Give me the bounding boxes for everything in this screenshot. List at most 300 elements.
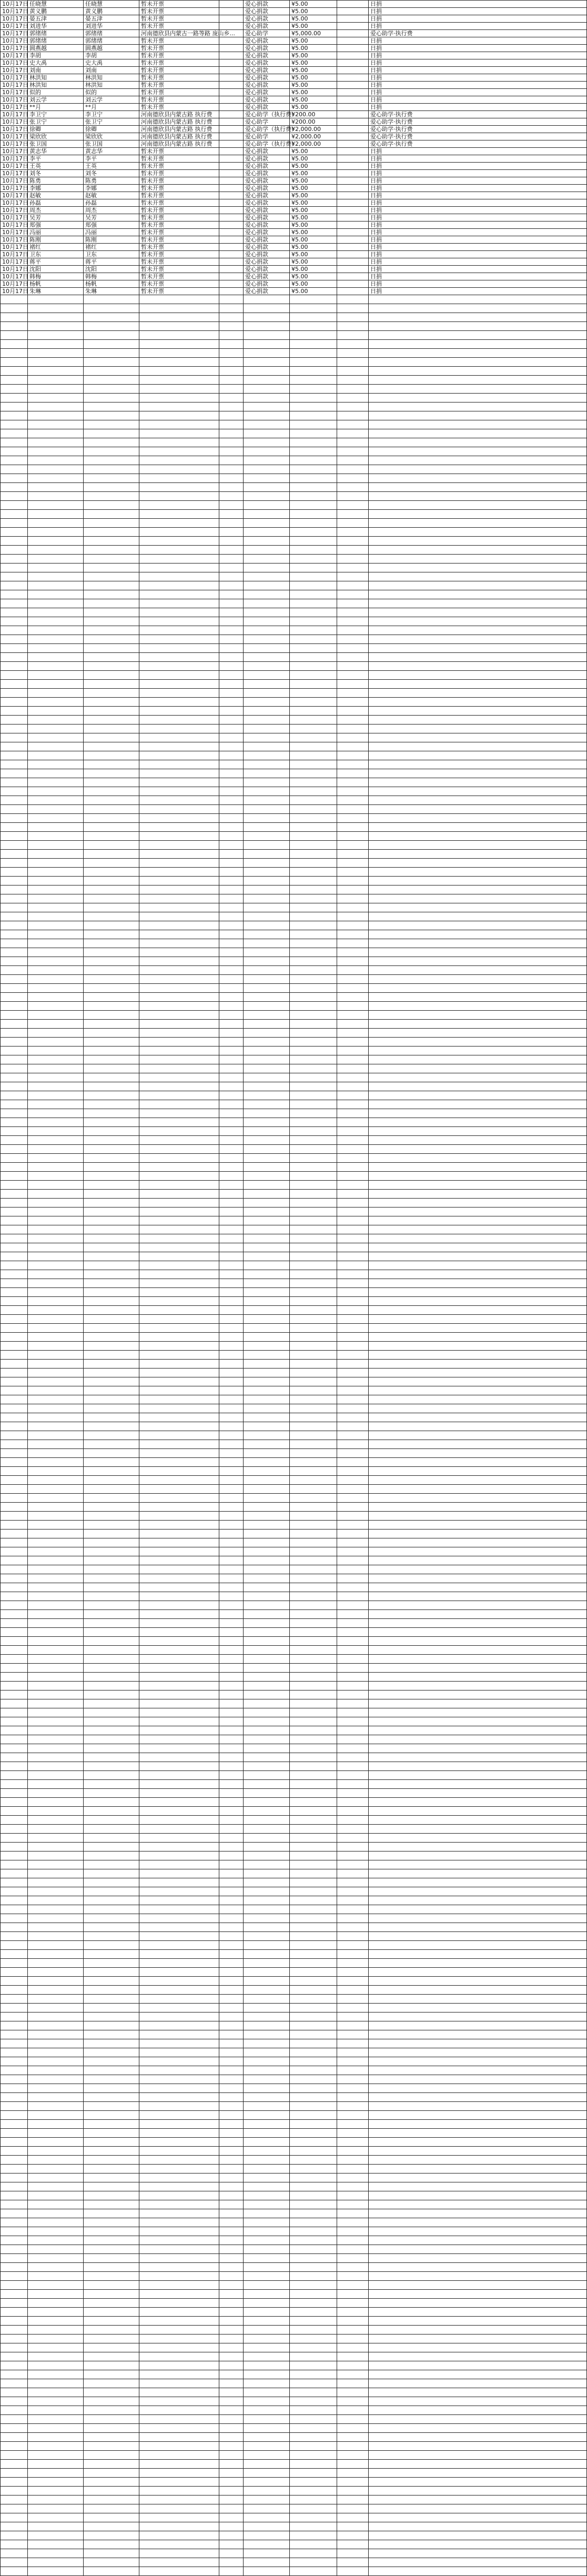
ledger-row-blank bbox=[1, 1020, 587, 1029]
cell-note bbox=[369, 1771, 587, 1780]
cell-category bbox=[219, 1503, 244, 1512]
cell-category bbox=[219, 420, 244, 429]
cell-date bbox=[1, 2460, 28, 2469]
cell-summary bbox=[139, 1190, 219, 1199]
cell-payer bbox=[84, 2326, 139, 2334]
cell-summary bbox=[139, 1431, 219, 1440]
ledger-row-blank bbox=[1, 832, 587, 841]
cell-balance bbox=[337, 1046, 369, 1055]
cell-category bbox=[219, 2218, 244, 2227]
cell-category bbox=[219, 635, 244, 644]
cell-donor bbox=[28, 519, 84, 528]
ledger-row bbox=[1, 207, 587, 214]
cell-donor: 李卫宁 bbox=[28, 111, 84, 118]
cell-donor bbox=[28, 555, 84, 564]
cell-amount bbox=[290, 546, 337, 555]
cell-balance bbox=[337, 2182, 369, 2191]
cell-payer bbox=[84, 796, 139, 805]
cell-date bbox=[1, 2102, 28, 2111]
ledger-row-blank bbox=[1, 2469, 587, 2478]
cell-donor bbox=[28, 2334, 84, 2343]
cell-amount bbox=[290, 295, 337, 304]
cell-project bbox=[244, 1610, 290, 1619]
cell-balance bbox=[337, 680, 369, 689]
cell-balance bbox=[337, 1449, 369, 1458]
cell-amount bbox=[290, 501, 337, 510]
cell-amount bbox=[290, 2209, 337, 2218]
cell-balance bbox=[337, 1655, 369, 1664]
cell-payer bbox=[84, 957, 139, 966]
cell-summary bbox=[139, 1216, 219, 1225]
cell-balance bbox=[337, 133, 369, 140]
ledger-row-blank bbox=[1, 1637, 587, 1646]
cell-date bbox=[1, 2361, 28, 2370]
cell-date bbox=[1, 331, 28, 340]
cell-amount bbox=[290, 733, 337, 742]
cell-balance bbox=[337, 564, 369, 572]
cell-payer bbox=[84, 1118, 139, 1127]
cell-category bbox=[219, 2281, 244, 2290]
cell-balance bbox=[337, 1029, 369, 1038]
cell-donor: 张卫国 bbox=[28, 140, 84, 148]
cell-summary bbox=[139, 1208, 219, 1216]
cell-category bbox=[219, 1950, 244, 1959]
cell-amount bbox=[290, 581, 337, 590]
cell-balance bbox=[337, 975, 369, 984]
cell-payer bbox=[84, 1234, 139, 1243]
cell-summary: 暂未开票 bbox=[139, 185, 219, 192]
cell-note bbox=[369, 1333, 587, 1342]
cell-donor bbox=[28, 456, 84, 465]
cell-amount bbox=[290, 1234, 337, 1243]
cell-date bbox=[1, 787, 28, 796]
cell-amount: ¥5.00 bbox=[290, 45, 337, 52]
cell-payer bbox=[84, 2004, 139, 2012]
ledger-row-blank bbox=[1, 2308, 587, 2317]
ledger-row-blank bbox=[1, 1592, 587, 1601]
cell-payer bbox=[84, 1002, 139, 1011]
cell-donor bbox=[28, 394, 84, 402]
cell-note bbox=[369, 2361, 587, 2370]
ledger-row-blank bbox=[1, 1887, 587, 1896]
cell-payer bbox=[84, 429, 139, 438]
ledger-row-blank bbox=[1, 2093, 587, 2102]
cell-project: 爱心捐款 bbox=[244, 59, 290, 67]
cell-payer bbox=[84, 2370, 139, 2379]
cell-donor bbox=[28, 868, 84, 877]
cell-date bbox=[1, 751, 28, 760]
ledger-row bbox=[1, 111, 587, 118]
cell-donor bbox=[28, 572, 84, 581]
cell-date bbox=[1, 823, 28, 832]
cell-donor bbox=[28, 1199, 84, 1208]
ledger-row-blank bbox=[1, 1431, 587, 1440]
cell-date bbox=[1, 2066, 28, 2075]
cell-payer: 杨帆 bbox=[84, 280, 139, 288]
cell-date bbox=[1, 2012, 28, 2021]
cell-note bbox=[369, 2504, 587, 2513]
cell-category bbox=[219, 82, 244, 89]
cell-category bbox=[219, 537, 244, 546]
cell-project bbox=[244, 367, 290, 376]
ledger-row-blank bbox=[1, 2272, 587, 2281]
cell-balance bbox=[337, 1038, 369, 1046]
cell-note bbox=[369, 1002, 587, 1011]
cell-project bbox=[244, 2111, 290, 2120]
cell-summary bbox=[139, 376, 219, 385]
cell-summary: 暂未开票 bbox=[139, 104, 219, 111]
cell-category bbox=[219, 733, 244, 742]
ledger-row-blank bbox=[1, 1190, 587, 1199]
cell-donor bbox=[28, 483, 84, 492]
cell-balance bbox=[337, 1440, 369, 1449]
cell-amount: ¥5.00 bbox=[290, 74, 337, 82]
cell-summary bbox=[139, 894, 219, 903]
cell-payer bbox=[84, 1270, 139, 1279]
ledger-row-blank bbox=[1, 510, 587, 519]
cell-note bbox=[369, 2093, 587, 2102]
cell-amount: ¥5.00 bbox=[290, 59, 337, 67]
cell-project bbox=[244, 1869, 290, 1878]
ledger-row-blank bbox=[1, 1905, 587, 1914]
cell-category bbox=[219, 1288, 244, 1297]
cell-note bbox=[369, 1038, 587, 1046]
cell-amount: ¥5.00 bbox=[290, 170, 337, 177]
cell-project bbox=[244, 1360, 290, 1368]
cell-amount bbox=[290, 2218, 337, 2227]
cell-amount bbox=[290, 716, 337, 724]
cell-summary bbox=[139, 2317, 219, 2326]
ledger-row-blank bbox=[1, 1744, 587, 1753]
cell-project: 爱心捐款 bbox=[244, 37, 290, 45]
cell-donor bbox=[28, 2567, 84, 2576]
cell-balance bbox=[337, 1127, 369, 1136]
cell-balance bbox=[337, 1082, 369, 1091]
cell-summary bbox=[139, 1351, 219, 1360]
cell-project bbox=[244, 1377, 290, 1386]
cell-amount bbox=[290, 1610, 337, 1619]
cell-donor bbox=[28, 2254, 84, 2263]
cell-balance bbox=[337, 2406, 369, 2415]
cell-summary: 河南德欣县内蒙古路 执行费 bbox=[139, 133, 219, 140]
cell-balance bbox=[337, 2558, 369, 2567]
cell-note bbox=[369, 948, 587, 957]
cell-amount bbox=[290, 751, 337, 760]
cell-summary bbox=[139, 1467, 219, 1476]
ledger-row-blank bbox=[1, 2558, 587, 2567]
cell-note bbox=[369, 805, 587, 814]
cell-note bbox=[369, 313, 587, 322]
cell-summary bbox=[139, 367, 219, 376]
cell-date bbox=[1, 1002, 28, 1011]
cell-donor bbox=[28, 2218, 84, 2227]
cell-balance bbox=[337, 751, 369, 760]
cell-summary bbox=[139, 2513, 219, 2522]
cell-category bbox=[219, 1583, 244, 1592]
cell-project: 爱心捐款 bbox=[244, 67, 290, 74]
cell-summary bbox=[139, 2567, 219, 2576]
cell-payer bbox=[84, 1896, 139, 1905]
cell-donor bbox=[28, 957, 84, 966]
cell-summary bbox=[139, 349, 219, 358]
cell-donor bbox=[28, 1941, 84, 1950]
cell-donor bbox=[28, 1825, 84, 1834]
cell-donor: 杨帆 bbox=[28, 280, 84, 288]
cell-balance bbox=[337, 1225, 369, 1234]
cell-date bbox=[1, 2531, 28, 2540]
cell-payer bbox=[84, 572, 139, 581]
cell-balance bbox=[337, 581, 369, 590]
ledger-row-blank bbox=[1, 2478, 587, 2487]
cell-note bbox=[369, 1619, 587, 1628]
cell-balance bbox=[337, 1556, 369, 1565]
cell-project bbox=[244, 2093, 290, 2102]
cell-category bbox=[219, 546, 244, 555]
cell-date bbox=[1, 2442, 28, 2451]
cell-amount bbox=[290, 1181, 337, 1190]
cell-note bbox=[369, 1744, 587, 1753]
cell-amount bbox=[290, 1959, 337, 1968]
cell-amount bbox=[290, 1172, 337, 1181]
cell-donor bbox=[28, 2111, 84, 2120]
cell-note bbox=[369, 1449, 587, 1458]
cell-donor bbox=[28, 1181, 84, 1190]
cell-date bbox=[1, 1699, 28, 1708]
ledger-row-blank bbox=[1, 921, 587, 930]
cell-date bbox=[1, 2227, 28, 2236]
cell-payer bbox=[84, 2218, 139, 2227]
cell-balance bbox=[337, 1055, 369, 1064]
cell-category bbox=[219, 2478, 244, 2487]
cell-payer bbox=[84, 984, 139, 993]
cell-summary bbox=[139, 1521, 219, 1530]
cell-date bbox=[1, 2165, 28, 2174]
cell-note bbox=[369, 1225, 587, 1234]
cell-summary bbox=[139, 1547, 219, 1556]
cell-date bbox=[1, 1029, 28, 1038]
cell-note bbox=[369, 1968, 587, 1977]
cell-balance bbox=[337, 644, 369, 653]
cell-donor bbox=[28, 2424, 84, 2433]
cell-donor bbox=[28, 2093, 84, 2102]
cell-category bbox=[219, 1494, 244, 1503]
cell-payer bbox=[84, 2138, 139, 2147]
cell-payer bbox=[84, 438, 139, 447]
cell-date: 10月17日 bbox=[1, 273, 28, 280]
cell-balance bbox=[337, 1, 369, 8]
cell-project bbox=[244, 1556, 290, 1565]
cell-summary: 暂未开票 bbox=[139, 288, 219, 295]
cell-note bbox=[369, 1843, 587, 1852]
cell-amount bbox=[290, 572, 337, 581]
cell-date bbox=[1, 581, 28, 590]
cell-payer bbox=[84, 921, 139, 930]
cell-summary: 暂未开票 bbox=[139, 155, 219, 163]
cell-amount bbox=[290, 402, 337, 411]
cell-donor bbox=[28, 1682, 84, 1690]
cell-date bbox=[1, 2209, 28, 2218]
cell-donor bbox=[28, 716, 84, 724]
cell-payer bbox=[84, 751, 139, 760]
cell-payer: 晏五津 bbox=[84, 15, 139, 23]
cell-amount bbox=[290, 2424, 337, 2433]
cell-payer bbox=[84, 2066, 139, 2075]
cell-summary bbox=[139, 313, 219, 322]
cell-donor bbox=[28, 1351, 84, 1360]
cell-summary bbox=[139, 2460, 219, 2469]
cell-note: 日捐 bbox=[369, 266, 587, 273]
cell-donor: 晏五津 bbox=[28, 15, 84, 23]
cell-date bbox=[1, 2567, 28, 2576]
cell-summary bbox=[139, 957, 219, 966]
ledger-row-blank bbox=[1, 1690, 587, 1699]
cell-payer bbox=[84, 483, 139, 492]
cell-payer bbox=[84, 1503, 139, 1512]
cell-project bbox=[244, 1413, 290, 1422]
cell-category bbox=[219, 96, 244, 104]
cell-note bbox=[369, 2460, 587, 2469]
cell-payer bbox=[84, 1753, 139, 1762]
cell-note bbox=[369, 859, 587, 868]
cell-balance bbox=[337, 89, 369, 96]
cell-donor bbox=[28, 1717, 84, 1726]
ledger-row-blank bbox=[1, 528, 587, 537]
cell-balance bbox=[337, 1789, 369, 1798]
cell-donor bbox=[28, 984, 84, 993]
cell-date bbox=[1, 1163, 28, 1172]
cell-payer bbox=[84, 313, 139, 322]
cell-amount bbox=[290, 411, 337, 420]
cell-project bbox=[244, 2156, 290, 2165]
cell-category bbox=[219, 716, 244, 724]
cell-balance bbox=[337, 2218, 369, 2227]
cell-project bbox=[244, 2147, 290, 2156]
cell-balance bbox=[337, 1896, 369, 1905]
cell-category bbox=[219, 1807, 244, 1816]
cell-payer bbox=[84, 1735, 139, 1744]
cell-category bbox=[219, 59, 244, 67]
cell-project bbox=[244, 510, 290, 519]
cell-payer bbox=[84, 832, 139, 841]
ledger-row-blank bbox=[1, 1941, 587, 1950]
cell-category bbox=[219, 1360, 244, 1368]
cell-summary: 暂未开票 bbox=[139, 148, 219, 155]
cell-amount bbox=[290, 2191, 337, 2200]
cell-amount bbox=[290, 313, 337, 322]
cell-balance bbox=[337, 2138, 369, 2147]
cell-note bbox=[369, 1127, 587, 1136]
cell-category bbox=[219, 1431, 244, 1440]
cell-project bbox=[244, 769, 290, 778]
cell-amount bbox=[290, 626, 337, 635]
cell-balance bbox=[337, 111, 369, 118]
cell-date bbox=[1, 1422, 28, 1431]
ledger-row bbox=[1, 177, 587, 185]
cell-summary bbox=[139, 1136, 219, 1145]
cell-project bbox=[244, 501, 290, 510]
cell-amount bbox=[290, 376, 337, 385]
cell-category bbox=[219, 2496, 244, 2504]
cell-donor bbox=[28, 2370, 84, 2379]
cell-donor bbox=[28, 1923, 84, 1932]
cell-summary bbox=[139, 680, 219, 689]
cell-summary bbox=[139, 778, 219, 787]
cell-date bbox=[1, 1046, 28, 1055]
cell-balance bbox=[337, 1002, 369, 1011]
cell-payer bbox=[84, 1521, 139, 1530]
cell-date: 10月17日 bbox=[1, 199, 28, 207]
ledger-row bbox=[1, 37, 587, 45]
cell-payer: 王英 bbox=[84, 163, 139, 170]
cell-category bbox=[219, 2308, 244, 2317]
cell-project bbox=[244, 2012, 290, 2021]
cell-date bbox=[1, 1807, 28, 1816]
cell-date bbox=[1, 1986, 28, 1995]
ledger-row bbox=[1, 67, 587, 74]
cell-summary: 暂未开票 bbox=[139, 177, 219, 185]
cell-summary bbox=[139, 769, 219, 778]
cell-donor bbox=[28, 564, 84, 572]
cell-project bbox=[244, 1494, 290, 1503]
cell-summary bbox=[139, 2496, 219, 2504]
cell-project bbox=[244, 1574, 290, 1583]
ledger-row-blank bbox=[1, 823, 587, 832]
cell-donor bbox=[28, 438, 84, 447]
cell-note bbox=[369, 1306, 587, 1315]
cell-category bbox=[219, 207, 244, 214]
cell-balance bbox=[337, 939, 369, 948]
cell-summary bbox=[139, 1950, 219, 1959]
cell-amount bbox=[290, 2540, 337, 2549]
cell-note bbox=[369, 599, 587, 608]
ledger-row-blank bbox=[1, 868, 587, 877]
cell-note bbox=[369, 1109, 587, 1118]
cell-project: 爱心捐款 bbox=[244, 258, 290, 266]
cell-amount bbox=[290, 2487, 337, 2496]
cell-balance bbox=[337, 528, 369, 537]
cell-payer bbox=[84, 1136, 139, 1145]
cell-project bbox=[244, 447, 290, 456]
cell-category bbox=[219, 1011, 244, 1020]
cell-note bbox=[369, 572, 587, 581]
ledger-row-blank bbox=[1, 2540, 587, 2549]
cell-note bbox=[369, 465, 587, 474]
cell-payer bbox=[84, 2290, 139, 2299]
cell-payer bbox=[84, 2021, 139, 2030]
cell-balance bbox=[337, 1297, 369, 1306]
cell-amount: ¥5.00 bbox=[290, 229, 337, 236]
ledger-row-blank bbox=[1, 1717, 587, 1726]
cell-amount bbox=[290, 2066, 337, 2075]
cell-amount bbox=[290, 1771, 337, 1780]
cell-balance bbox=[337, 96, 369, 104]
cell-amount bbox=[290, 564, 337, 572]
cell-amount bbox=[290, 930, 337, 939]
cell-category bbox=[219, 1055, 244, 1064]
cell-project bbox=[244, 912, 290, 921]
ledger-row-blank bbox=[1, 1896, 587, 1905]
cell-category bbox=[219, 1780, 244, 1789]
cell-summary bbox=[139, 1780, 219, 1789]
cell-project bbox=[244, 2066, 290, 2075]
cell-note: 日捐 bbox=[369, 185, 587, 192]
cell-donor bbox=[28, 1628, 84, 1637]
cell-balance bbox=[337, 1628, 369, 1637]
cell-donor bbox=[28, 2540, 84, 2549]
cell-payer bbox=[84, 1762, 139, 1771]
cell-balance bbox=[337, 2174, 369, 2182]
cell-project: 爱心捐款 bbox=[244, 222, 290, 229]
